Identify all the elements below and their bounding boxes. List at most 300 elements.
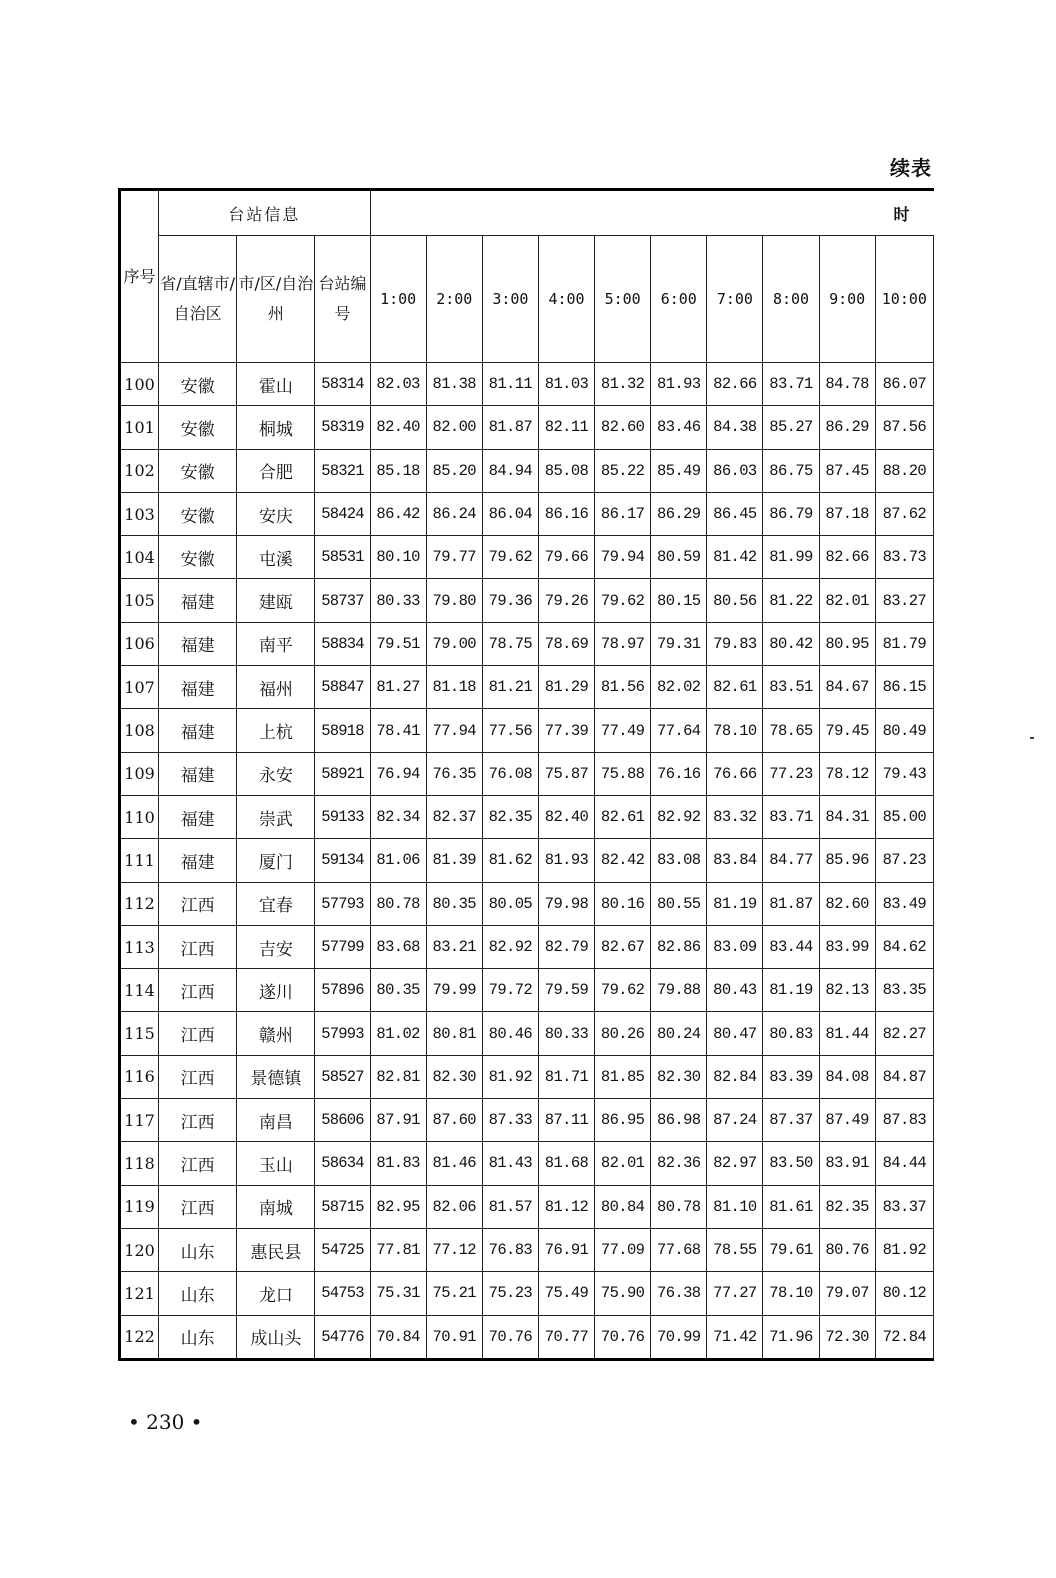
- value-cell: 85.49: [651, 449, 707, 492]
- header-province: 省/直辖市/自治区: [159, 236, 237, 363]
- value-cell: 80.47: [707, 1012, 763, 1055]
- province-cell: 江西: [159, 925, 237, 968]
- table-row: [120, 839, 934, 882]
- value-cell: 71.96: [763, 1315, 819, 1359]
- value-cell: 83.99: [819, 925, 875, 968]
- value-cell: 70.91: [426, 1315, 482, 1359]
- city-cell: 遂川: [237, 969, 315, 1012]
- value-cell: 76.91: [538, 1228, 594, 1271]
- value-cell: 85.27: [763, 406, 819, 449]
- value-cell: 79.98: [538, 882, 594, 925]
- value-cell: 79.66: [538, 536, 594, 579]
- header-hour: 10:00: [875, 236, 933, 363]
- city-cell: 南昌: [237, 1099, 315, 1142]
- value-cell: 87.91: [370, 1099, 426, 1142]
- value-cell: 81.93: [651, 363, 707, 406]
- value-cell: 79.80: [426, 579, 482, 622]
- table-row: [120, 1012, 934, 1055]
- table-row: [120, 1055, 934, 1098]
- row-number: 105: [120, 579, 159, 622]
- province-cell: 江西: [159, 1142, 237, 1185]
- row-number: 109: [120, 752, 159, 795]
- value-cell: 80.16: [595, 882, 651, 925]
- value-cell: 81.19: [707, 882, 763, 925]
- value-cell: 81.03: [538, 363, 594, 406]
- province-cell: 江西: [159, 1185, 237, 1228]
- value-cell: 81.22: [763, 579, 819, 622]
- value-cell: 86.03: [707, 449, 763, 492]
- value-cell: 84.62: [875, 925, 933, 968]
- city-cell: 景德镇: [237, 1055, 315, 1098]
- table-row: [120, 1228, 934, 1271]
- table-row: [120, 449, 934, 492]
- value-cell: 81.85: [595, 1055, 651, 1098]
- value-cell: 83.21: [426, 925, 482, 968]
- value-cell: 79.59: [538, 969, 594, 1012]
- table-body: [120, 363, 934, 1360]
- value-cell: 84.87: [875, 1055, 933, 1098]
- row-number: 111: [120, 839, 159, 882]
- value-cell: 80.10: [370, 536, 426, 579]
- value-cell: 85.20: [426, 449, 482, 492]
- row-number: 117: [120, 1099, 159, 1142]
- value-cell: 81.92: [482, 1055, 538, 1098]
- value-cell: 86.42: [370, 492, 426, 535]
- table-row: [120, 925, 934, 968]
- value-cell: 83.39: [763, 1055, 819, 1098]
- province-cell: 安徽: [159, 492, 237, 535]
- value-cell: 82.61: [595, 795, 651, 838]
- header-hour: 7:00: [707, 236, 763, 363]
- value-cell: 81.68: [538, 1142, 594, 1185]
- value-cell: 75.31: [370, 1272, 426, 1315]
- value-cell: 80.55: [651, 882, 707, 925]
- value-cell: 80.78: [370, 882, 426, 925]
- value-cell: 86.15: [875, 666, 933, 709]
- value-cell: 82.13: [819, 969, 875, 1012]
- table-row: [120, 1272, 934, 1315]
- table-row: [120, 406, 934, 449]
- value-cell: 80.95: [819, 622, 875, 665]
- row-number: 107: [120, 666, 159, 709]
- value-cell: 79.94: [595, 536, 651, 579]
- value-cell: 85.22: [595, 449, 651, 492]
- value-cell: 72.84: [875, 1315, 933, 1359]
- value-cell: 79.51: [370, 622, 426, 665]
- station-id-cell: 54725: [315, 1228, 370, 1271]
- city-cell: 合肥: [237, 449, 315, 492]
- row-number: 118: [120, 1142, 159, 1185]
- value-cell: 80.81: [426, 1012, 482, 1055]
- station-id-cell: 58321: [315, 449, 370, 492]
- value-cell: 82.11: [538, 406, 594, 449]
- value-cell: 87.56: [875, 406, 933, 449]
- value-cell: 87.83: [875, 1099, 933, 1142]
- value-cell: 78.12: [819, 752, 875, 795]
- row-number: 121: [120, 1272, 159, 1315]
- value-cell: 86.98: [651, 1099, 707, 1142]
- value-cell: 87.11: [538, 1099, 594, 1142]
- value-cell: 81.21: [482, 666, 538, 709]
- station-id-cell: 54753: [315, 1272, 370, 1315]
- value-cell: 84.08: [819, 1055, 875, 1098]
- province-cell: 福建: [159, 839, 237, 882]
- value-cell: 81.71: [538, 1055, 594, 1098]
- city-cell: 崇武: [237, 795, 315, 838]
- value-cell: 81.46: [426, 1142, 482, 1185]
- continuation-label: 续表: [890, 156, 932, 180]
- value-cell: 81.92: [875, 1228, 933, 1271]
- value-cell: 77.39: [538, 709, 594, 752]
- header-station-info: 台站信息: [159, 190, 371, 236]
- value-cell: 88.20: [875, 449, 933, 492]
- value-cell: 79.45: [819, 709, 875, 752]
- province-cell: 福建: [159, 709, 237, 752]
- value-cell: 83.27: [875, 579, 933, 622]
- province-cell: 福建: [159, 795, 237, 838]
- value-cell: 77.81: [370, 1228, 426, 1271]
- value-cell: 83.73: [875, 536, 933, 579]
- value-cell: 81.61: [763, 1185, 819, 1228]
- row-number: 113: [120, 925, 159, 968]
- row-number: 115: [120, 1012, 159, 1055]
- city-cell: 厦门: [237, 839, 315, 882]
- value-cell: 76.66: [707, 752, 763, 795]
- table-row: [120, 622, 934, 665]
- value-cell: 79.62: [595, 969, 651, 1012]
- value-cell: 86.79: [763, 492, 819, 535]
- city-cell: 惠民县: [237, 1228, 315, 1271]
- value-cell: 76.94: [370, 752, 426, 795]
- value-cell: 86.75: [763, 449, 819, 492]
- value-cell: 82.34: [370, 795, 426, 838]
- value-cell: 82.00: [426, 406, 482, 449]
- value-cell: 80.35: [426, 882, 482, 925]
- value-cell: 86.16: [538, 492, 594, 535]
- value-cell: 81.29: [538, 666, 594, 709]
- value-cell: 83.37: [875, 1185, 933, 1228]
- table-row: [120, 795, 934, 838]
- value-cell: 70.99: [651, 1315, 707, 1359]
- value-cell: 81.12: [538, 1185, 594, 1228]
- value-cell: 82.02: [651, 666, 707, 709]
- station-id-cell: 57793: [315, 882, 370, 925]
- row-number: 119: [120, 1185, 159, 1228]
- province-cell: 江西: [159, 1012, 237, 1055]
- value-cell: 75.21: [426, 1272, 482, 1315]
- scan-mark: [1030, 737, 1034, 739]
- value-cell: 72.30: [819, 1315, 875, 1359]
- value-cell: 80.84: [595, 1185, 651, 1228]
- value-cell: 81.02: [370, 1012, 426, 1055]
- value-cell: 81.19: [763, 969, 819, 1012]
- value-cell: 82.92: [651, 795, 707, 838]
- header-hour: 8:00: [763, 236, 819, 363]
- province-cell: 安徽: [159, 363, 237, 406]
- row-number: 116: [120, 1055, 159, 1098]
- value-cell: 81.38: [426, 363, 482, 406]
- value-cell: 79.31: [651, 622, 707, 665]
- value-cell: 80.42: [763, 622, 819, 665]
- station-id-cell: 57993: [315, 1012, 370, 1055]
- station-id-cell: 59133: [315, 795, 370, 838]
- value-cell: 80.78: [651, 1185, 707, 1228]
- header-hour: 6:00: [651, 236, 707, 363]
- value-cell: 82.66: [819, 536, 875, 579]
- province-cell: 安徽: [159, 449, 237, 492]
- header-hour: 5:00: [595, 236, 651, 363]
- station-id-cell: 54776: [315, 1315, 370, 1359]
- value-cell: 79.26: [538, 579, 594, 622]
- city-cell: 成山头: [237, 1315, 315, 1359]
- value-cell: 81.10: [707, 1185, 763, 1228]
- value-cell: 77.27: [707, 1272, 763, 1315]
- value-cell: 71.42: [707, 1315, 763, 1359]
- value-cell: 77.68: [651, 1228, 707, 1271]
- header-city: 市/区/自治州: [237, 236, 315, 363]
- value-cell: 75.49: [538, 1272, 594, 1315]
- value-cell: 79.07: [819, 1272, 875, 1315]
- city-cell: 吉安: [237, 925, 315, 968]
- value-cell: 87.62: [875, 492, 933, 535]
- value-cell: 80.05: [482, 882, 538, 925]
- row-number: 101: [120, 406, 159, 449]
- city-cell: 永安: [237, 752, 315, 795]
- value-cell: 80.35: [370, 969, 426, 1012]
- value-cell: 83.09: [707, 925, 763, 968]
- table-row: [120, 709, 934, 752]
- header-time: 时: [370, 190, 933, 236]
- value-cell: 82.95: [370, 1185, 426, 1228]
- header-seq: 序号: [120, 190, 159, 363]
- table-row: [120, 579, 934, 622]
- value-cell: 79.88: [651, 969, 707, 1012]
- city-cell: 宜春: [237, 882, 315, 925]
- value-cell: 83.50: [763, 1142, 819, 1185]
- value-cell: 86.29: [651, 492, 707, 535]
- value-cell: 87.23: [875, 839, 933, 882]
- city-cell: 福州: [237, 666, 315, 709]
- value-cell: 87.45: [819, 449, 875, 492]
- value-cell: 84.44: [875, 1142, 933, 1185]
- row-number: 112: [120, 882, 159, 925]
- value-cell: 84.67: [819, 666, 875, 709]
- value-cell: 80.26: [595, 1012, 651, 1055]
- value-cell: 82.92: [482, 925, 538, 968]
- value-cell: 82.37: [426, 795, 482, 838]
- value-cell: 82.35: [819, 1185, 875, 1228]
- province-cell: 江西: [159, 969, 237, 1012]
- value-cell: 84.78: [819, 363, 875, 406]
- value-cell: 78.41: [370, 709, 426, 752]
- value-cell: 80.15: [651, 579, 707, 622]
- station-id-cell: 58319: [315, 406, 370, 449]
- station-id-cell: 58606: [315, 1099, 370, 1142]
- value-cell: 82.03: [370, 363, 426, 406]
- station-id-cell: 58847: [315, 666, 370, 709]
- value-cell: 82.06: [426, 1185, 482, 1228]
- table-row: [120, 1099, 934, 1142]
- header-station-id: 台站编号: [315, 236, 370, 363]
- value-cell: 82.86: [651, 925, 707, 968]
- province-cell: 江西: [159, 882, 237, 925]
- value-cell: 75.87: [538, 752, 594, 795]
- value-cell: 80.59: [651, 536, 707, 579]
- station-id-cell: 58314: [315, 363, 370, 406]
- value-cell: 78.75: [482, 622, 538, 665]
- value-cell: 81.62: [482, 839, 538, 882]
- value-cell: 81.56: [595, 666, 651, 709]
- value-cell: 76.83: [482, 1228, 538, 1271]
- row-number: 104: [120, 536, 159, 579]
- value-cell: 86.95: [595, 1099, 651, 1142]
- value-cell: 87.49: [819, 1099, 875, 1142]
- value-cell: 83.08: [651, 839, 707, 882]
- value-cell: 81.93: [538, 839, 594, 882]
- table-row: [120, 666, 934, 709]
- value-cell: 82.79: [538, 925, 594, 968]
- province-cell: 福建: [159, 622, 237, 665]
- province-cell: 福建: [159, 579, 237, 622]
- value-cell: 79.72: [482, 969, 538, 1012]
- value-cell: 87.33: [482, 1099, 538, 1142]
- station-id-cell: 58424: [315, 492, 370, 535]
- value-cell: 83.46: [651, 406, 707, 449]
- city-cell: 桐城: [237, 406, 315, 449]
- value-cell: 70.76: [595, 1315, 651, 1359]
- row-number: 102: [120, 449, 159, 492]
- value-cell: 84.31: [819, 795, 875, 838]
- value-cell: 81.42: [707, 536, 763, 579]
- value-cell: 79.43: [875, 752, 933, 795]
- row-number: 120: [120, 1228, 159, 1271]
- value-cell: 81.32: [595, 363, 651, 406]
- value-cell: 87.24: [707, 1099, 763, 1142]
- value-cell: 81.06: [370, 839, 426, 882]
- row-number: 103: [120, 492, 159, 535]
- value-cell: 82.01: [595, 1142, 651, 1185]
- value-cell: 82.35: [482, 795, 538, 838]
- province-cell: 江西: [159, 1099, 237, 1142]
- city-cell: 龙口: [237, 1272, 315, 1315]
- value-cell: 82.61: [707, 666, 763, 709]
- value-cell: 79.77: [426, 536, 482, 579]
- value-cell: 81.27: [370, 666, 426, 709]
- value-cell: 81.83: [370, 1142, 426, 1185]
- value-cell: 79.62: [482, 536, 538, 579]
- value-cell: 83.68: [370, 925, 426, 968]
- value-cell: 79.36: [482, 579, 538, 622]
- city-cell: 霍山: [237, 363, 315, 406]
- value-cell: 83.51: [763, 666, 819, 709]
- value-cell: 78.69: [538, 622, 594, 665]
- value-cell: 82.27: [875, 1012, 933, 1055]
- station-id-cell: 59134: [315, 839, 370, 882]
- value-cell: 83.91: [819, 1142, 875, 1185]
- value-cell: 87.18: [819, 492, 875, 535]
- province-cell: 山东: [159, 1272, 237, 1315]
- value-cell: 85.00: [875, 795, 933, 838]
- city-cell: 南城: [237, 1185, 315, 1228]
- header-hour: 2:00: [426, 236, 482, 363]
- value-cell: 76.16: [651, 752, 707, 795]
- value-cell: 82.36: [651, 1142, 707, 1185]
- city-cell: 赣州: [237, 1012, 315, 1055]
- value-cell: 84.77: [763, 839, 819, 882]
- station-id-cell: 58715: [315, 1185, 370, 1228]
- value-cell: 80.33: [370, 579, 426, 622]
- value-cell: 81.57: [482, 1185, 538, 1228]
- header-hour: 3:00: [482, 236, 538, 363]
- province-cell: 安徽: [159, 536, 237, 579]
- value-cell: 77.94: [426, 709, 482, 752]
- table-row: [120, 882, 934, 925]
- value-cell: 80.83: [763, 1012, 819, 1055]
- row-number: 110: [120, 795, 159, 838]
- row-number: 108: [120, 709, 159, 752]
- table-row: [120, 1315, 934, 1359]
- station-id-cell: 57799: [315, 925, 370, 968]
- table-row: [120, 536, 934, 579]
- value-cell: 70.76: [482, 1315, 538, 1359]
- value-cell: 80.24: [651, 1012, 707, 1055]
- value-cell: 78.55: [707, 1228, 763, 1271]
- province-cell: 山东: [159, 1315, 237, 1359]
- page-number: • 230 •: [128, 1410, 203, 1434]
- value-cell: 80.46: [482, 1012, 538, 1055]
- value-cell: 77.09: [595, 1228, 651, 1271]
- value-cell: 86.24: [426, 492, 482, 535]
- value-cell: 80.43: [707, 969, 763, 1012]
- value-cell: 82.30: [426, 1055, 482, 1098]
- province-cell: 山东: [159, 1228, 237, 1271]
- value-cell: 78.65: [763, 709, 819, 752]
- value-cell: 82.40: [538, 795, 594, 838]
- province-cell: 福建: [159, 666, 237, 709]
- value-cell: 86.07: [875, 363, 933, 406]
- value-cell: 75.90: [595, 1272, 651, 1315]
- row-number: 100: [120, 363, 159, 406]
- value-cell: 76.35: [426, 752, 482, 795]
- value-cell: 81.43: [482, 1142, 538, 1185]
- value-cell: 77.23: [763, 752, 819, 795]
- value-cell: 80.76: [819, 1228, 875, 1271]
- value-cell: 81.44: [819, 1012, 875, 1055]
- value-cell: 76.38: [651, 1272, 707, 1315]
- value-cell: 70.77: [538, 1315, 594, 1359]
- city-cell: 南平: [237, 622, 315, 665]
- value-cell: 85.18: [370, 449, 426, 492]
- row-number: 122: [120, 1315, 159, 1359]
- value-cell: 79.83: [707, 622, 763, 665]
- value-cell: 83.84: [707, 839, 763, 882]
- value-cell: 81.39: [426, 839, 482, 882]
- value-cell: 83.44: [763, 925, 819, 968]
- value-cell: 81.79: [875, 622, 933, 665]
- station-id-cell: 58737: [315, 579, 370, 622]
- station-id-cell: 58527: [315, 1055, 370, 1098]
- table-row: [120, 1185, 934, 1228]
- station-id-cell: 58921: [315, 752, 370, 795]
- value-cell: 70.84: [370, 1315, 426, 1359]
- value-cell: 82.97: [707, 1142, 763, 1185]
- value-cell: 86.17: [595, 492, 651, 535]
- table-row: [120, 1142, 934, 1185]
- value-cell: 82.67: [595, 925, 651, 968]
- value-cell: 82.60: [595, 406, 651, 449]
- value-cell: 83.71: [763, 795, 819, 838]
- city-cell: 安庆: [237, 492, 315, 535]
